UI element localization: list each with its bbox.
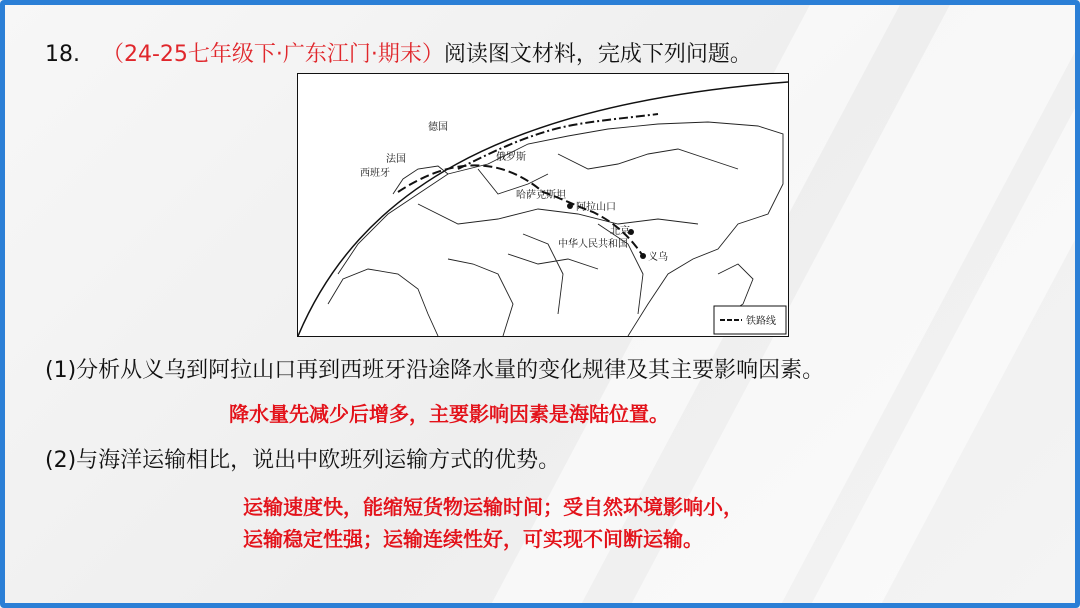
label-beijing: 北京 (610, 226, 630, 237)
question-number: 18. (45, 42, 80, 67)
label-alashankou: 阿拉山口 (576, 202, 616, 213)
question-prompt: 阅读图文材料，完成下列问题。 (443, 42, 752, 67)
question-title (45, 37, 752, 68)
answer-2-line-1: 运输速度快，能缩短货物运输时间；受自然环境影响小， (243, 495, 743, 519)
label-china: 中华人民共和国 (558, 239, 628, 250)
legend-railway-label: 铁路线 (746, 316, 776, 327)
label-yiwu: 义乌 (648, 252, 668, 263)
label-spain: 西班牙 (360, 168, 390, 179)
answer-1-line-1: 降水量先减少后增多，主要影响因素是海陆位置。 (229, 402, 669, 426)
label-kazakhstan: 哈萨克斯坦 (516, 190, 566, 201)
railway-map (297, 73, 789, 337)
subquestion-2: (2)与海洋运输相比，说出中欧班列运输方式的优势。 (45, 448, 561, 473)
yiwu-dot (640, 253, 646, 259)
label-russia: 俄罗斯 (496, 152, 526, 163)
answer-2-line-2: 运输稳定性强；运输连续性好，可实现不间断运输。 (243, 527, 703, 551)
question-source: （24-25七年级下·广东江门·期末） (102, 42, 444, 67)
alashankou-dot (567, 203, 573, 209)
map-drawing (298, 74, 788, 336)
map-globe-edge (298, 82, 788, 336)
label-germany: 德国 (428, 122, 448, 133)
label-france: 法国 (386, 154, 406, 165)
subquestion-1: (1)分析从义乌到阿拉山口再到西班牙沿途降水量的变化规律及其主要影响因素。 (45, 358, 825, 383)
